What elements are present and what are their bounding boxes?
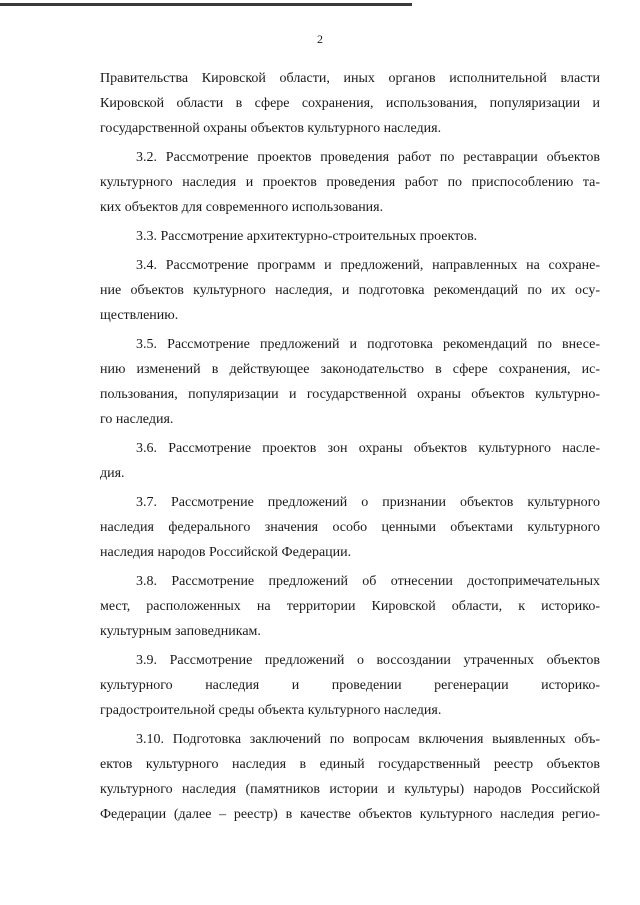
paragraph-3-3 — [100, 224, 600, 249]
text-line: Правительства Кировской области, иных органов исполнительной власти — [100, 71, 600, 86]
paragraph-3-2 — [100, 145, 600, 220]
paragraph-3-9 — [100, 648, 600, 723]
text-line: наследия федерального значения особо ценными объектами культурного — [100, 520, 600, 535]
text-line: 3.9. Рассмотрение предложений о воссоздании утраченных объектов — [136, 653, 600, 668]
text-line: 3.2. Рассмотрение проектов проведения работ по реставрации объектов — [136, 150, 600, 165]
text-line: государственной охраны объектов культурного наследия. — [100, 121, 442, 136]
text-line: ществлению. — [100, 308, 179, 323]
paragraph-3-8 — [100, 569, 600, 644]
text-line: 3.10. Подготовка заключений по вопросам включения выявленных объ- — [136, 732, 600, 747]
text-line: 3.4. Рассмотрение программ и предложений, направленных на сохране- — [136, 258, 600, 273]
text-line: 3.6. Рассмотрение проектов зон охраны объектов культурного насле- — [136, 441, 600, 456]
text-line: культурного наследия и проведении регенерации историко- — [100, 678, 600, 693]
text-line: наследия народов Российской Федерации. — [100, 545, 352, 560]
text-line: дия. — [100, 466, 125, 481]
text-line: 3.7. Рассмотрение предложений о признании объектов культурного — [136, 495, 600, 510]
text-line: 3.8. Рассмотрение предложений об отнесении достопримечательных — [136, 574, 600, 589]
text-line: го наследия. — [100, 412, 174, 427]
paragraph-intro — [100, 66, 600, 141]
text-line: ких объектов для современного использования. — [100, 200, 384, 215]
text-line: Кировской области в сфере сохранения, использования, популяризации и — [100, 96, 600, 111]
text-line: пользования, популяризации и государственной охраны объектов культурно- — [100, 387, 600, 402]
text-line: культурным заповедникам. — [100, 624, 261, 639]
text-line: ние объектов культурного наследия, и подготовка рекомендаций по их осу- — [100, 283, 600, 298]
paragraph-3-10 — [100, 727, 600, 827]
text-line: нию изменений в действующее законодательство в сфере сохранения, ис- — [100, 362, 600, 377]
paragraph-3-5 — [100, 332, 600, 432]
text-line: культурного наследия (памятников истории и культуры) народов Российской — [100, 782, 600, 797]
text-line: градостроительной среды объекта культурного наследия. — [100, 703, 442, 718]
page-number: 2 — [317, 32, 323, 46]
paragraph-3-7 — [100, 490, 600, 565]
paragraph-3-6 — [100, 436, 600, 486]
paragraph-3-4 — [100, 253, 600, 328]
text-line: Федерации (далее – реестр) в качестве объектов культурного наследия регио- — [100, 807, 600, 822]
text-line: мест, расположенных на территории Кировской области, к историко- — [100, 599, 600, 614]
text-line: 3.5. Рассмотрение предложений и подготовка рекомендаций по внесе- — [136, 337, 600, 352]
text-line: культурного наследия и проектов проведения работ по приспособлению та- — [100, 175, 600, 190]
top-scan-rule — [0, 3, 412, 6]
document-body — [100, 66, 600, 827]
text-line: ектов культурного наследия в единый государственный реестр объектов — [100, 757, 600, 772]
text-line: 3.3. Рассмотрение архитектурно-строительных проектов. — [136, 229, 478, 244]
